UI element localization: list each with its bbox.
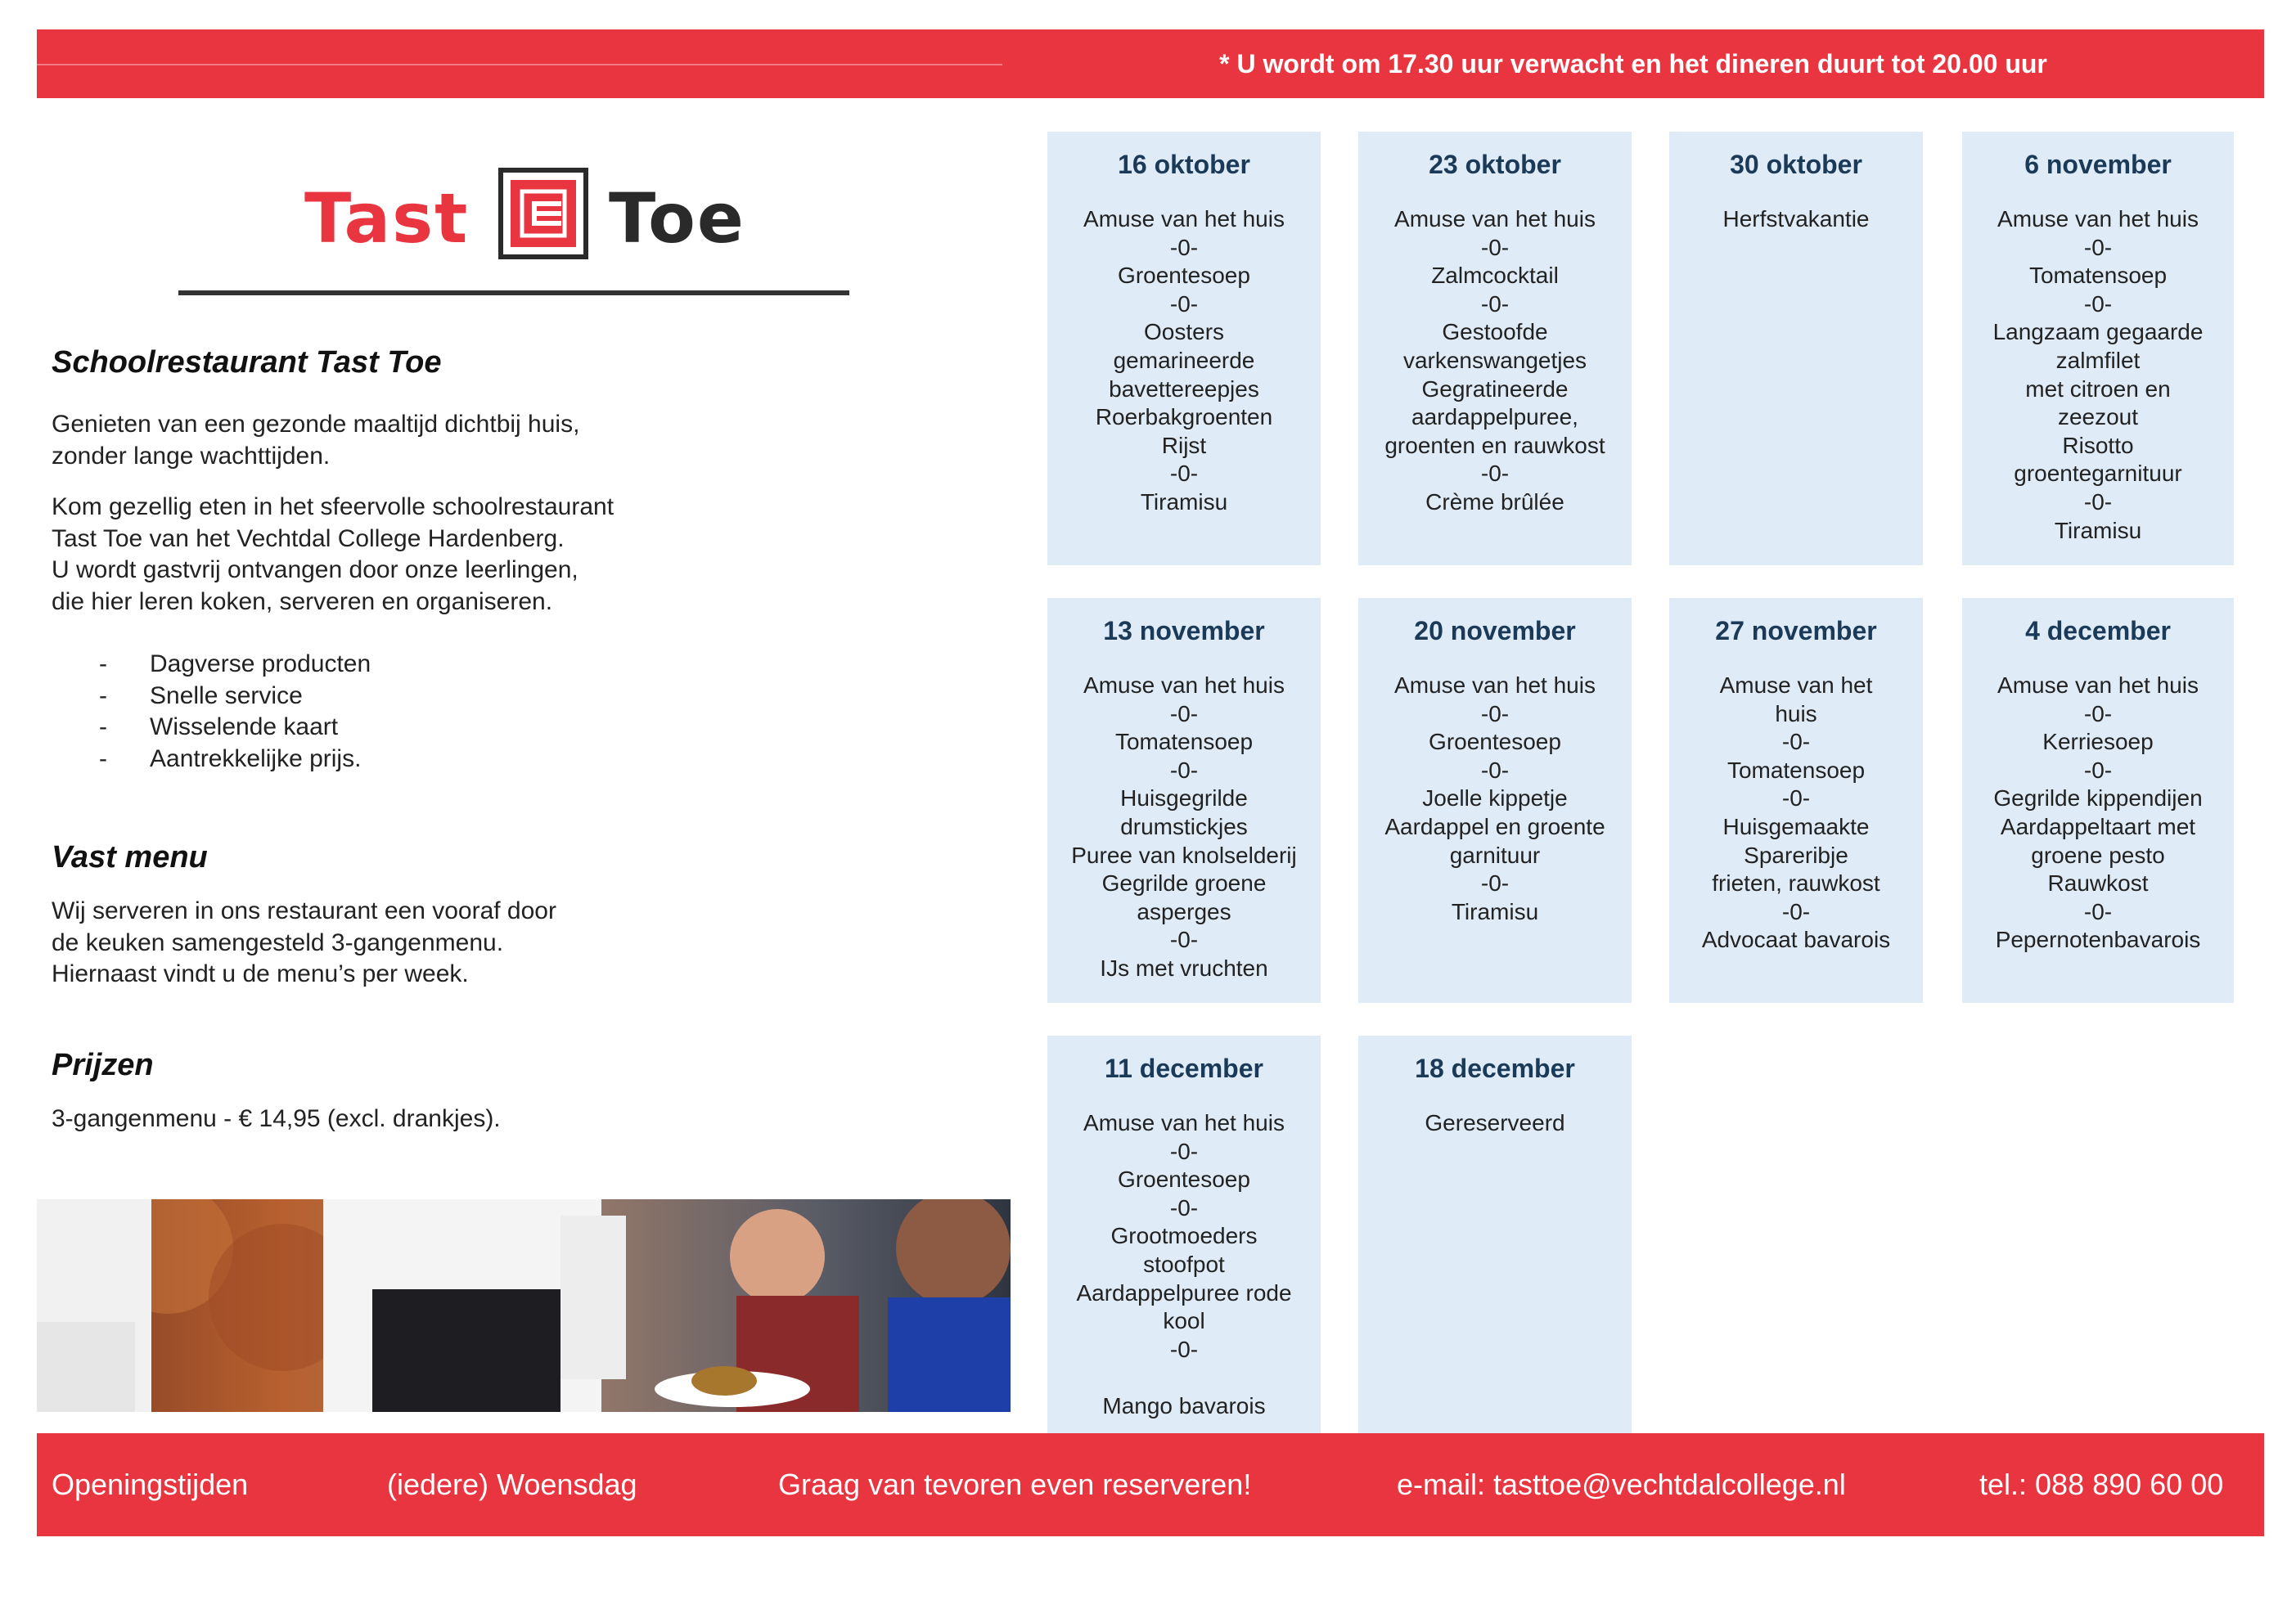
menu-date: 20 november <box>1414 616 1576 645</box>
menu-line: Roerbakgroenten <box>1095 404 1273 430</box>
menu-items <box>1358 1085 1632 1138</box>
menu-line: Oosters <box>1143 319 1225 345</box>
menu-line: Aardappelpuree rode <box>1076 1279 1292 1306</box>
menu-items <box>1669 181 1923 234</box>
menu-line: Tiramisu <box>1140 488 1228 515</box>
menu-line: Spareribje <box>1744 842 1848 868</box>
menu-line: -0- <box>1480 870 1510 897</box>
menu-line: Gegrilde groene <box>1101 870 1267 897</box>
menu-card-27-november <box>1669 598 1923 1003</box>
logo-underline <box>178 290 849 295</box>
menu-line: zeezout <box>2057 404 2139 430</box>
logo-mark-icon <box>497 167 589 260</box>
arrival-note: * U wordt om 17.30 uur verwacht en het dineren duurt tot 20.00 uur <box>1219 49 2047 79</box>
menu-line <box>1047 1364 1321 1392</box>
menu-card-6-november <box>1962 132 2234 565</box>
menu-line: Groentesoep <box>1118 263 1250 289</box>
menu-line: Amuse van het huis <box>1083 672 1285 698</box>
menu-line: -0- <box>1480 757 1510 783</box>
menu-line: -0- <box>1480 290 1510 317</box>
menu-card-4-december <box>1962 598 2234 1003</box>
menu-line: Tomatensoep <box>1727 757 1866 783</box>
menu-paragraph: Wij serveren in ons restaurant een vooraf door de keuken samengesteld 3-gangenmenu. Hiernaast vindt u de menu’s per week. <box>52 897 556 987</box>
menu-line: -0- <box>2083 488 2113 515</box>
menu-items <box>1047 647 1321 983</box>
menu-line: Amuse van het huis <box>1394 672 1596 698</box>
menu-line: Gereserveerd <box>1425 1110 1565 1135</box>
menu-line: Tiramisu <box>1451 898 1539 924</box>
menu-date: 30 oktober <box>1730 150 1862 179</box>
menu-card-13-november <box>1047 598 1321 1003</box>
menu-line: Mango bavarois <box>1102 1392 1266 1418</box>
menu-line: aardappelpuree, <box>1411 404 1578 430</box>
menu-items <box>1047 1085 1321 1421</box>
menu-line: Tomatensoep <box>1114 729 1254 755</box>
menu-card-30-oktober <box>1669 132 1923 565</box>
menu-line: -0- <box>1781 785 1811 812</box>
menu-line: -0- <box>2083 757 2113 783</box>
menu-card-16-oktober <box>1047 132 1321 565</box>
menu-line: -0- <box>2083 898 2113 924</box>
price-heading: Prijzen <box>52 1047 154 1082</box>
menu-date: 23 oktober <box>1429 150 1561 179</box>
menu-line: asperges <box>1137 898 1231 924</box>
menu-line: Advocaat bavarois <box>1701 927 1891 953</box>
menu-line: groenten en rauwkost <box>1384 432 1605 458</box>
menu-line: Herfstvakantie <box>1722 206 1870 232</box>
restaurant-heading: Schoolrestaurant Tast Toe <box>52 345 442 380</box>
menu-date: 11 december <box>1105 1054 1263 1083</box>
menu-line: -0- <box>1169 700 1199 726</box>
intro-paragraph-2: Kom gezellig eten in het sfeervolle schoolrestaurant Tast Toe van het Vechtdal College Hardenberg. U wordt gastvrij ontvangen door onze leerlingen, die hier leren koken, serveren en organiseren. <box>52 493 615 615</box>
opening-day: (iedere) Woensdag <box>387 1468 637 1501</box>
menu-line: gemarineerde <box>1113 347 1255 373</box>
menu-line: -0- <box>1480 234 1510 260</box>
banner-divider <box>37 64 1002 65</box>
menu-line: Amuse van het <box>1719 672 1873 698</box>
menu-line: zalmfilet <box>2055 347 2141 373</box>
menu-line: Gegrilde kippendijen <box>1993 785 2203 812</box>
menu-date: 13 november <box>1103 616 1265 645</box>
top-banner <box>37 29 2264 98</box>
menu-line: -0- <box>1169 290 1199 317</box>
menu-line: varkenswangetjes <box>1402 347 1587 373</box>
menu-items <box>1358 647 1632 926</box>
menu-line: Rauwkost <box>2047 870 2149 897</box>
menu-line: Aardappeltaart met <box>2000 813 2196 839</box>
feature-item: - Aantrekkelijke prijs. <box>99 744 1017 776</box>
intro-column <box>52 335 1017 1135</box>
price-paragraph: 3-gangenmenu - € 14,95 (excl. drankjes). <box>52 1104 501 1132</box>
menu-line: Risotto <box>2062 432 2134 458</box>
menu-line: -0- <box>2083 290 2113 317</box>
menu-line: Huisgegrilde <box>1120 785 1248 812</box>
menu-line: Kerriesoep <box>2042 729 2154 755</box>
menu-line: Zalmcocktail <box>1431 263 1559 289</box>
menu-line: Amuse van het huis <box>1394 206 1596 232</box>
restaurant-photo-illustration <box>37 1199 1011 1412</box>
feature-list <box>99 649 1017 775</box>
menu-line: -0- <box>1169 757 1199 783</box>
feature-item: - Wisselende kaart <box>99 712 1017 744</box>
menu-date: 4 december <box>2025 616 2171 645</box>
reservation-note: Graag van tevoren even reserveren! <box>778 1468 1252 1501</box>
menu-items <box>1962 181 2234 545</box>
menu-line: Aardappel en groente <box>1384 813 1605 839</box>
menu-line: Crème brûlée <box>1425 488 1564 515</box>
menu-items <box>1962 647 2234 955</box>
menu-line: Pepernotenbavarois <box>1995 927 2201 953</box>
menu-line: -0- <box>2083 700 2113 726</box>
opening-hours-label: Openingstijden <box>52 1468 249 1501</box>
menu-line: Groentesoep <box>1429 729 1561 755</box>
email-link[interactable]: e-mail: tasttoe@vechtdalcollege.nl <box>1397 1468 1846 1501</box>
menu-line: stoofpot <box>1143 1251 1225 1277</box>
menu-line: -0- <box>1169 234 1199 260</box>
menu-line: -0- <box>1169 1138 1199 1164</box>
menu-line: -0- <box>1169 1194 1199 1221</box>
menu-line: Groentesoep <box>1118 1167 1250 1193</box>
menu-line: bavettereepjes <box>1109 375 1259 402</box>
menu-line: frieten, rauwkost <box>1712 870 1880 897</box>
menu-line: Rijst <box>1161 432 1207 458</box>
logo-word-toe: Toe <box>609 178 745 259</box>
menu-line: Amuse van het huis <box>1997 672 2199 698</box>
intro-paragraph-1: Genieten van een gezonde maaltijd dichtbij huis, zonder lange wachttijden. <box>52 411 580 470</box>
menu-line: -0- <box>1781 898 1811 924</box>
menu-line: Joelle kippetje <box>1422 785 1568 812</box>
menu-date: 16 oktober <box>1118 150 1250 179</box>
menu-line: Puree van knolselderij <box>1071 842 1297 868</box>
feature-item: - Snelle service <box>99 681 1017 713</box>
menu-line: drumstickjes <box>1120 813 1248 839</box>
menu-items <box>1358 181 1632 517</box>
restaurant-photo <box>37 1199 1011 1412</box>
menu-line: -0- <box>2083 234 2113 260</box>
menu-line: Langzaam gegaarde <box>1992 319 2204 345</box>
menu-line: -0- <box>1169 927 1199 953</box>
menu-items <box>1669 647 1923 955</box>
menu-line: -0- <box>1169 1336 1199 1362</box>
menu-line: IJs met vruchten <box>1100 955 1268 981</box>
menu-line: Gestoofde <box>1442 319 1548 345</box>
menu-line: Gegratineerde <box>1421 375 1569 402</box>
menu-card-18-december <box>1358 1036 1632 1441</box>
menu-line: Amuse van het huis <box>1997 206 2199 232</box>
tast-toe-logo <box>304 162 746 268</box>
menu-line: huis <box>1775 700 1817 726</box>
menu-line: garnituur <box>1449 842 1541 868</box>
footer-banner <box>37 1433 2264 1536</box>
menu-card-20-november <box>1358 598 1632 1003</box>
menu-line: -0- <box>1480 461 1510 487</box>
phone-link[interactable]: tel.: 088 890 60 00 <box>1979 1468 2224 1501</box>
menu-line: Amuse van het huis <box>1083 206 1285 232</box>
menu-line: -0- <box>1480 700 1510 726</box>
menu-line: -0- <box>1169 461 1199 487</box>
menu-card-11-december <box>1047 1036 1321 1441</box>
menu-line: Grootmoeders <box>1110 1223 1258 1249</box>
menu-card-23-oktober <box>1358 132 1632 565</box>
menu-line: groentegarnituur <box>2014 461 2182 487</box>
menu-line: -0- <box>1781 729 1811 755</box>
menu-date: 18 december <box>1415 1054 1575 1083</box>
menu-heading: Vast menu <box>52 840 208 874</box>
feature-item: - Dagverse producten <box>99 649 1017 681</box>
menu-line: groene pesto <box>2031 842 2165 868</box>
menu-date: 27 november <box>1715 616 1877 645</box>
menu-line: kool <box>1163 1308 1205 1334</box>
menu-line: Tiramisu <box>2054 517 2142 543</box>
menu-items <box>1047 181 1321 517</box>
menu-line: met citroen en <box>2025 375 2171 402</box>
menu-date: 6 november <box>2024 150 2172 179</box>
menu-line: Huisgemaakte <box>1722 813 1870 839</box>
logo-word-tast: Tast <box>304 178 470 259</box>
menu-line: Tomatensoep <box>2028 263 2168 289</box>
menu-line: Amuse van het huis <box>1083 1110 1285 1135</box>
